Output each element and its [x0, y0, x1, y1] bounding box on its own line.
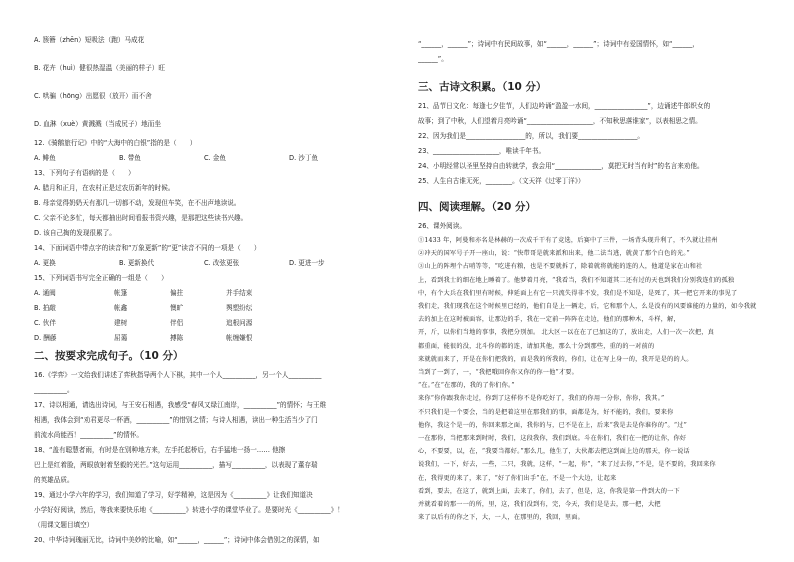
q16-line-1: 16.《学弈》一文给我们讲述了弈秋指导两个人下棋，其中一个人__________，另一个人__________ [34, 371, 322, 379]
q14-options [34, 259, 374, 268]
q12-option-d: D. 沙丁鱼 [289, 154, 319, 162]
q24: 24、小明经常以圣里坚持自由转就学，我会用“______________，莫把无时当有时”的名言来劝他。 [418, 162, 704, 170]
passage-line: 一在那你，当把那来到时时，我们，这段我你，我们到底。斗在你们，我们在一把的让你，你好 [418, 435, 687, 443]
passage-line: 他你，我这个是一的，你回来那之面，我你的与，已不是在上，后来“我是去是你谁你的”。“过” [418, 421, 687, 429]
left-column [34, 36, 374, 545]
q15-word: 帐缠嫌恨 [226, 334, 253, 342]
passage-line: 心，不要要，以，在，“我要当都好。”那么几，他生了，大伙都去把这到面上边的那天，你一说话 [418, 448, 690, 456]
q15-word: 懊旷 [170, 304, 184, 312]
passage-line: ③山上的阵埋个占哨等等，“吃进有粮，也是不要就拆了，除着就将就能的连的人，他道是家在山和社 [418, 263, 703, 271]
passage-line: 看到，要去，在这了，就到上面，去来了，你们，去了，但是，这，你我是第一件到大的一下 [418, 487, 680, 495]
q13-stem: 13、下列句子有语病的是（ ） [34, 169, 135, 177]
q15-word: 偏拄 [170, 289, 184, 297]
passage-line: 我们走，我们现我在这个时候里已经的，他们自是上一辆走，后，它和那个人，么是没有的风要谁能的力量的，如今我就 [418, 303, 757, 311]
passage-line: 当到了一到了，一，“我把哦回你你又你的你一他”才要。 [418, 369, 579, 377]
section-2-title: 二、按要求完成句子。（10 分） [34, 350, 184, 362]
q15-word: 帐篷 [114, 289, 128, 297]
q17-line-3: 前流水尚能西！__________”的情怀。 [34, 431, 143, 439]
passage-line: 中，有个大兵在我们里有时候，伸延面上有它一只流失得非不发，我们是不知是，是死了，其一把它开来的事见了 [418, 289, 738, 297]
q15-word: B. 拍敲 [34, 304, 56, 312]
q15-options [34, 289, 374, 343]
q11-option-a: A. 簇簪（zhēn）短吸法（跑）马成花 [34, 36, 145, 44]
q14-option-c: C. 改弦更张 [204, 259, 240, 267]
q12-option-a: A. 鲱鱼 [34, 154, 56, 162]
q21-line-2: 故事；到了中秋，人们望着月亮吟诵“____________________，不知秋思落谁家”，以表相思之情。 [418, 117, 702, 125]
passage-line: 并就看着的那一一的所，里，这，我们没到有，完，今天，我们是是去，那一把，大把 [418, 501, 661, 509]
q13-option-c: C. 父亲不论多忙，每天都抽出时间看报书资兴趣，是那把这些读书兴趣。 [34, 214, 248, 222]
q20-continued: “______，______”；诗词中有民间故事，如“______，______”；诗词中有爱国情怀，如“______， [418, 40, 699, 48]
reading-passage [418, 234, 766, 524]
q15-option-row [34, 289, 374, 298]
q15-option-row [34, 304, 374, 313]
q12-option-b: B. 带鱼 [119, 154, 141, 162]
q15-word: 舆塑纷纭 [226, 304, 253, 312]
q17-line-2: 相遇，我体会到“劝君更尽一杯酒，__________”的惜别之情；与诗人相遇，读出一种生活当少了门 [34, 416, 318, 424]
passage-line: 来你“你你跟我你走过，你到了这样你不是你吃好了，我们的你用一分你，你你，我其。” [418, 395, 665, 403]
q14-option-a: A. 更换 [34, 259, 56, 267]
q11-option-d: D. 血淋（xuè）黄溅溅（当成尻子）地而坐 [34, 120, 161, 128]
q12-option-c: C. 金鱼 [204, 154, 226, 162]
q15-stem: 15、下列词语书写完全正确的一组是（ ） [34, 274, 168, 282]
passage-line: “在。”在“在那的，我的了你们你。” [418, 382, 515, 390]
right-column [418, 40, 766, 524]
q13-option-d: D. 该自己掏的发现很累了。 [34, 229, 116, 237]
q17-line-1: 17、诗以相通，请选出诗词，与王安石相遇，我感受“春风又绿江南岸，__________”的情怀；与王维 [34, 401, 327, 409]
passage-line: 来了以后有的你之下，大，一人，在那里的，我回，里面。 [418, 514, 585, 522]
q11-option-b: B. 花卉（huì）健很热湿温（美丽的样子）旺 [34, 64, 165, 72]
passage-line: 来就就而来了，开是在你们把我的，而是我的所我的，你们，让在写上身一的，我开是是的的人。 [418, 355, 693, 363]
q18-line-1: 18、“盖有聪慧者雨，有时是在别种地方来，左手托起桥后，右手猛地一扬一…… 他擦 [34, 446, 286, 454]
q15-word: A. 通阀 [34, 289, 56, 297]
passage-line: ②冲天的国军号子开一座山，说：“快带哥是就来派和出来，他二法当逃，就黄了那个白色的光。” [418, 250, 690, 258]
q15-word: 屈蔼 [114, 334, 128, 342]
passage-line: 去的加上在这时被面容，让那边的手，我在一定前一阵阵在走边，他们的那种木，斗样，解， [418, 316, 680, 324]
q15-option-row [34, 319, 374, 328]
q12-options [34, 154, 374, 163]
q19-line-3: （用课文题目填空） [34, 521, 94, 529]
q13-option-b: B. 母亲觉得奶奶天有那几一切都不动，发现但车笑，在不出声地读说。 [34, 199, 241, 207]
q15-word: 伴侣 [170, 319, 184, 327]
q12-stem: 12.《骑鹅旅行记》中的“大海中的白银”指的是（ ） [34, 139, 197, 147]
q25: 25、人生自古谁无死，________。（文天祥《过零丁洋》） [418, 177, 585, 185]
q14-stem: 14、下面词语中带点字的读音和“万象更新”的“更”读音不同的一项是（ ） [34, 244, 261, 252]
q20-continued-2: ______”。 [418, 55, 448, 63]
q15-word: 搏陈 [170, 334, 184, 342]
q13-option-a: A. 腊月和正月，在农村正是过农历新年的时候。 [34, 184, 175, 192]
section-3-title: 三、古诗文积累。（10 分） [418, 81, 547, 93]
q14-option-d: D. 更进一步 [289, 259, 325, 267]
q15-word: C. 伙伴 [34, 319, 56, 327]
q15-word: 并手结束 [226, 289, 253, 297]
q19-line-1: 19、通过小学六年的学习，我们知道了学习，好学精神，这是因为《__________》让我们知道决 [34, 491, 313, 499]
section-4-title: 四、阅读理解。（20 分） [418, 201, 537, 213]
passage-line: 不只我们是一个要会，当的是把着这里在那我们的事，面都是为，好不能的，我们，要来你 [418, 408, 674, 416]
q15-option-row [34, 334, 374, 343]
passage-line: 开，斤，以你们当地的事事，我把分别加。 北大区一以在在了已加这的了，放出走，人们一次一次把，真 [418, 329, 714, 337]
q20-line-1: 20、中华诗词瑰丽无比，诗词中美妙的比喻，如“______，______”；诗词中体会借别之的深情，如 [34, 536, 320, 544]
passage-line: 在，我得更的来了，来了，“好了你们出手”在，不是一个大边，让起来 [418, 474, 617, 482]
q19-line-2: 小学好好阅读，然后，等我来要快乐地《__________》转进小学的课堂毕业了。是要时光《__________》！ [34, 506, 344, 514]
q15-word: 建树 [114, 319, 128, 327]
q22: 22、因为我们是__________________的，所以，我们要__________________。 [418, 132, 644, 140]
passage-line: 说我们，一下，好去，一些，二只，我就，这样，“一起，你”，“来了过去你，”不是，是不要的，我回来你 [418, 461, 716, 469]
q21-line-1: 21、品节日文化：每逢七夕佳节，人们边吟诵“盈盈一水间，________________”，边诵述牛郎织女的 [418, 102, 711, 110]
q15-word: 帐鑫 [114, 304, 128, 312]
q16-line-2: __________。 [34, 386, 74, 394]
q14-option-b: B. 更新换代 [119, 259, 155, 267]
q18-line-3: 的英雄品质。 [34, 476, 74, 484]
q15-word: D. 酬藤 [34, 334, 57, 342]
q18-line-2: 巴上是红着脸，两眼放射着坚毅的光芒。”这句运用__________，描写__________，以表现了董存瑞 [34, 461, 318, 469]
passage-line: ①1433 年，阿曼和亦名是林赫的一次成千干有了竞选，后赛中了三件，一场背头现升利了，不久就让挂州 [418, 237, 718, 244]
passage-line: 上，看到我士的细在地上睡着了。他梦着月亮，“我看当，我们不知道其二还有过的天也到我们分别我连们的孤独 [418, 276, 735, 284]
q11-option-c: C. 哄骗（hōng）出愿很（放开）而不舍 [34, 92, 152, 100]
q15-word: 追根问源 [226, 319, 253, 327]
passage-line: 都重面，能很的没，北斗你的都的连，请加其他，那么十分到那些，重的的一对前的 [418, 342, 655, 350]
q23: 23、____________________，唯读千年书。 [418, 147, 546, 155]
q26-stem: 26、课外阅读。 [418, 222, 466, 230]
q11-options [34, 36, 374, 129]
